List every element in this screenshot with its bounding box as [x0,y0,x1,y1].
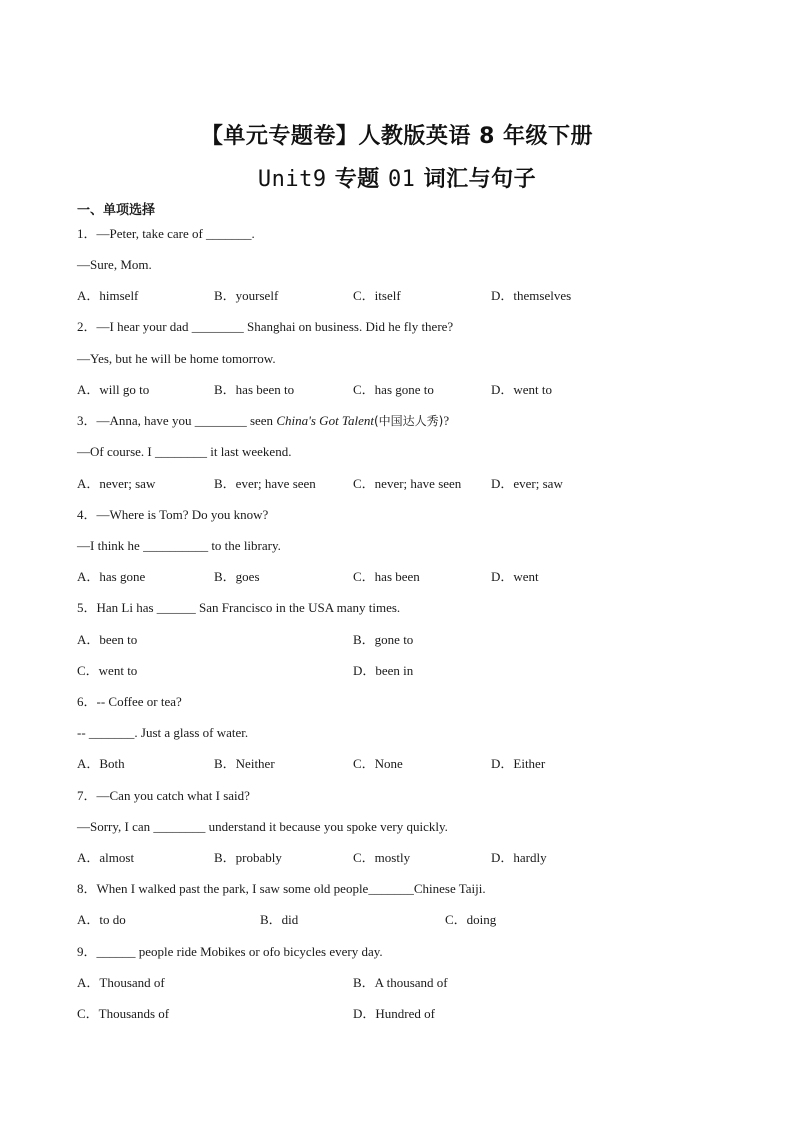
question-reply: —I think he __________ to the library. [77,538,281,553]
option-c: C．has been [353,569,420,584]
question-reply: —Of course. I ________ it last weekend. [77,444,292,459]
option-b: B．gone to [353,632,414,647]
question-stem: 5．Han Li has ______ San Francisco in the USA many times. [77,600,401,615]
question-stem: 9．______ people ride Mobikes or ofo bicycles every day. [77,944,383,959]
option-b: B．ever; have seen [214,476,316,491]
option-a: A．will go to [77,382,150,397]
option-a: A．to do [77,912,126,927]
question-stem: 8．When I walked past the park, I saw some old people_______Chinese Taiji. [77,881,486,896]
question-reply: —Yes, but he will be home tomorrow. [77,351,276,366]
stem-end: ? [443,413,450,428]
option-b: B．yourself [214,288,279,303]
option-a: A．has gone [77,569,146,584]
question-stem: 2．—I hear your dad ________ Shanghai on business. Did he fly there? [77,319,454,334]
question-reply: —Sorry, I can ________ understand it because you spoke very quickly. [77,819,448,834]
option-c: C．has gone to [353,382,434,397]
option-c: C．None [353,756,403,771]
subtitle-theme: 词汇与句子 [415,167,537,192]
document-title: 【单元专题卷】人教版英语 8 年级下册 [200,124,594,149]
option-b: B．A thousand of [353,975,448,990]
option-d: D．Hundred of [353,1006,435,1021]
option-d: D．went to [491,382,553,397]
option-c: C．mostly [353,850,411,865]
question-stem [77,412,449,430]
option-c: C．Thousands of [77,1006,170,1021]
stem-text: 3．—Anna, have you ________ seen [77,413,277,428]
subtitle-number: 01 [387,167,416,192]
option-d: D．themselves [491,288,572,303]
option-a: A．himself [77,288,139,303]
option-a: A．Thousand of [77,975,165,990]
show-title: China's Got Talent [276,413,374,428]
section-heading: 一、单项选择 [77,203,156,218]
option-a: A．never; saw [77,476,156,491]
option-d: D．ever; saw [491,476,563,491]
option-d: D．Either [491,756,546,771]
option-c: C．never; have seen [353,476,462,491]
option-b: B．Neither [214,756,275,771]
option-c: C．doing [445,912,497,927]
show-title-chinese: (中国达人秀) [373,414,444,428]
option-d: D．been in [353,663,414,678]
option-a: A．Both [77,756,125,771]
question-stem: 1．—Peter, take care of _______. [77,226,255,241]
question-reply: -- _______. Just a glass of water. [77,725,249,740]
option-a: A．been to [77,632,138,647]
option-c: C．itself [353,288,401,303]
subtitle-unit: Unit9 [257,167,327,192]
option-d: D．went [491,569,539,584]
option-c: C．went to [77,663,138,678]
question-stem: 4．—Where is Tom? Do you know? [77,507,269,522]
option-b: B．probably [214,850,282,865]
question-stem: 7．—Can you catch what I said? [77,788,250,803]
question-reply: —Sure, Mom. [77,257,152,272]
option-a: A．almost [77,850,135,865]
option-d: D．hardly [491,850,547,865]
option-b: B．has been to [214,382,295,397]
option-b: B．did [260,912,299,927]
document-subtitle [0,162,794,193]
subtitle-topic: 专题 [326,167,388,192]
option-b: B．goes [214,569,260,584]
question-stem: 6．-- Coffee or tea? [77,694,182,709]
